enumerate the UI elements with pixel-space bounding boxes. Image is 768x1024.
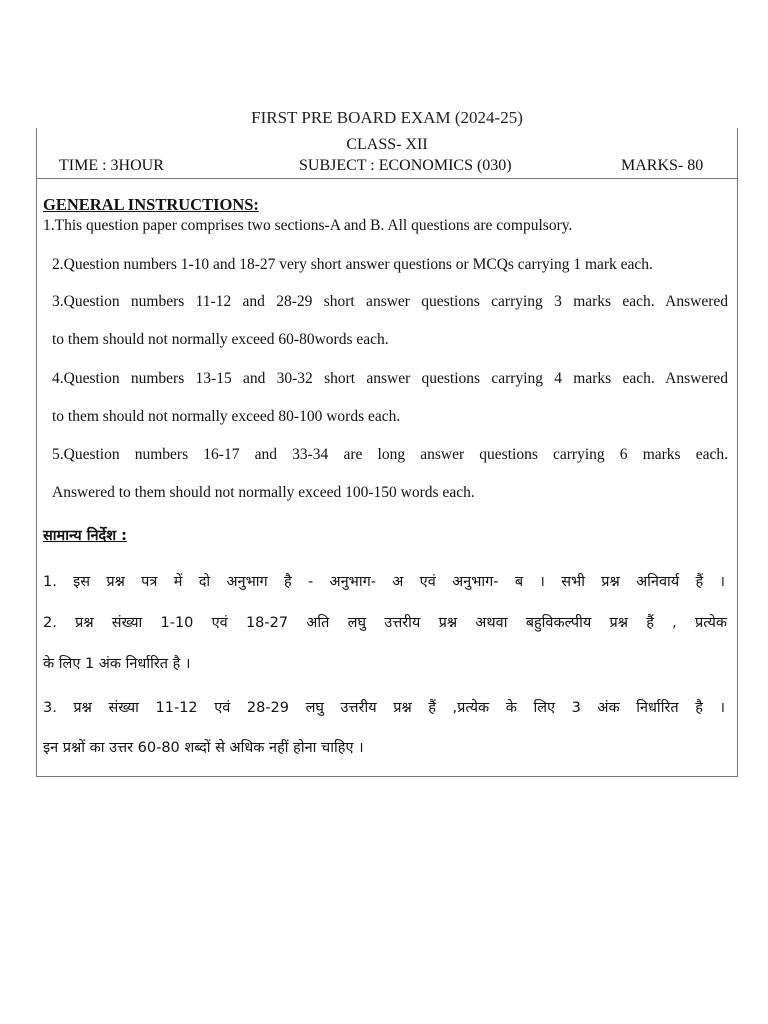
marks-label: MARKS- 80 [621, 157, 704, 174]
header-divider [37, 178, 737, 179]
time-label: TIME : 3HOUR [59, 157, 164, 174]
instruction-4-line-1: 4.Question numbers 13-15 and 30-32 short answer questions carrying 4 marks each. Answered [52, 370, 728, 387]
instruction-5-line-2: Answered to them should not normally exceed 100-150 words each. [52, 484, 475, 501]
exam-sheet [36, 108, 738, 777]
subject-label: SUBJECT : ECONOMICS (030) [299, 157, 512, 174]
instruction-5-line-1: 5.Question numbers 16-17 and 33-34 are long answer questions carrying 6 marks each. [52, 446, 728, 463]
instruction-1: 1.This question paper comprises two sections-A and B. All questions are compulsory. [43, 217, 573, 234]
general-instructions-heading: GENERAL INSTRUCTIONS: [43, 195, 259, 214]
hindi-instruction-2-line-2: के लिए 1 अंक निर्धारित है । [43, 656, 191, 672]
hindi-instructions-heading: सामान्य निर्देश : [43, 528, 127, 544]
instruction-4-line-2: to them should not normally exceed 80-100 words each. [52, 408, 401, 425]
hindi-instruction-3-line-2: इन प्रश्नों का उत्तर 60-80 शब्दों से अधिक नहीं होना चाहिए । [43, 740, 364, 756]
instruction-2: 2.Question numbers 1-10 and 18-27 very short answer questions or MCQs carrying 1 mark each. [52, 256, 653, 273]
instruction-3-line-2: to them should not normally exceed 60-80words each. [52, 331, 389, 348]
hindi-instruction-1: 1. इस प्रश्न पत्र में दो अनुभाग है - अनुभाग- अ एवं अनुभाग- ब । सभी प्रश्न अनिवार्य हैं । [43, 574, 725, 590]
class-label: CLASS- XII [346, 136, 428, 153]
hindi-instruction-2-line-1: 2. प्रश्न संख्या 1-10 एवं 18-27 अति लघु उत्तरीय प्रश्न अथवा बहुविकल्पीय प्रश्न हैं , प्रत्येक [43, 615, 727, 631]
instruction-3-line-1: 3.Question numbers 11-12 and 28-29 short answer questions carrying 3 marks each. Answered [52, 293, 728, 310]
exam-title-cut: FIRST PRE BOARD EXAM (2024-25) [251, 108, 523, 127]
hindi-instruction-3-line-1: 3. प्रश्न संख्या 11-12 एवं 28-29 लघु उत्तरीय प्रश्न हैं ,प्रत्येक के लिए 3 अंक निर्धारित है । [43, 700, 725, 716]
